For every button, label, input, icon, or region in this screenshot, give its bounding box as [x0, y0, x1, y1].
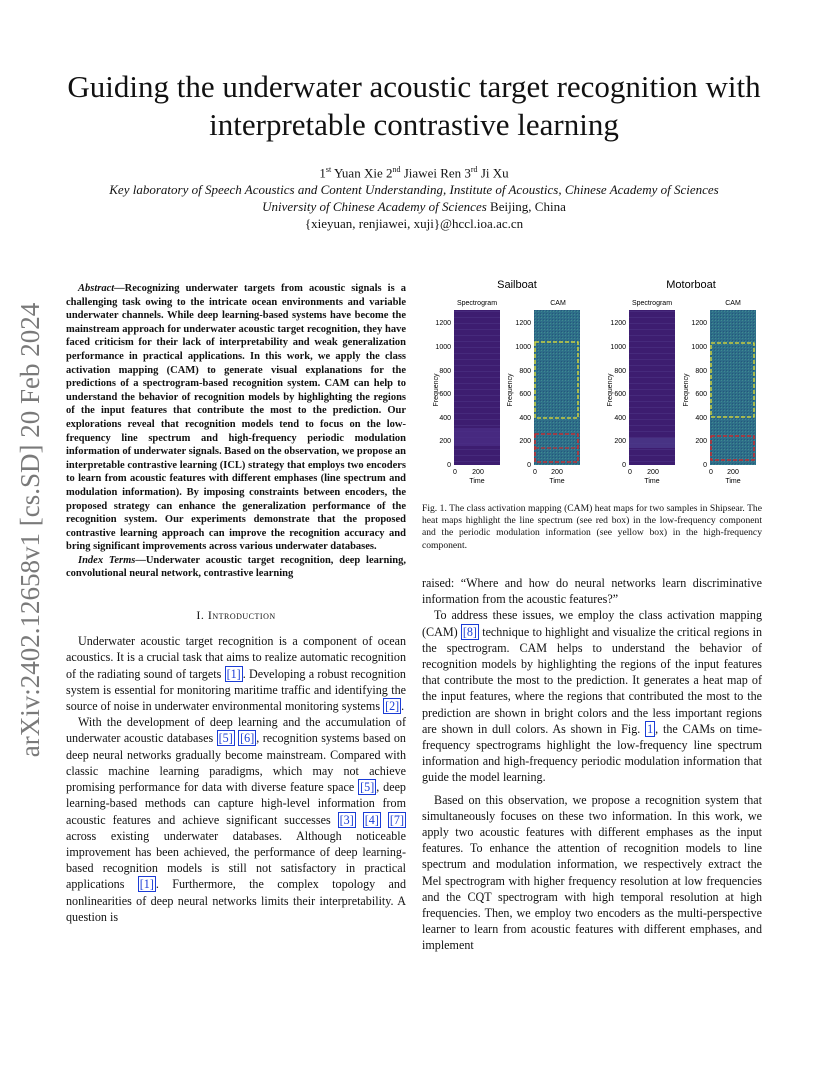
x-axis-label: Time — [725, 478, 741, 485]
y-tick: 200 — [695, 438, 707, 445]
author-line: 1st Yuan Xie 2nd Jiawei Ren 3rd Ji Xu — [319, 165, 509, 181]
panel-title: Spectrogram — [456, 300, 498, 307]
citation-link[interactable]: [2] — [385, 699, 400, 714]
x-tick: 0 — [533, 469, 537, 476]
x-axis-label: Time — [469, 478, 485, 485]
citation-link[interactable]: [7] — [389, 812, 404, 827]
y-tick: 0 — [703, 462, 707, 469]
figure-link[interactable]: 1 — [647, 721, 654, 736]
y-tick: 1200 — [691, 320, 707, 327]
y-tick: 1200 — [435, 320, 451, 327]
x-tick: 0 — [628, 469, 632, 476]
y-tick: 200 — [614, 438, 626, 445]
x-tick: 200 — [472, 469, 484, 476]
y-tick: 400 — [439, 415, 451, 422]
affiliation-1: Key laboratory of Speech Acoustics and Content Understanding, Institute of Acoustics, Chinese Academy of Sciences — [109, 182, 719, 197]
y-tick: 1000 — [691, 344, 707, 351]
x-tick: 0 — [709, 469, 713, 476]
right-paragraph-2: Based on this observation, we propose a recognition system that simultaneously focuses on these two information. In this work, we apply two acoustic features with different emphases as the input features. To enhance the attention of recognition models to line spectrum and modulation information, we respectively extract the Mel spectrogram with higher frequency resolution at low frequencies and the CQT spectrogram with high temporal resolution at high frequencies. Then, we employ two encoders as the multi-perspective learner to learn from acoustic features with different emphases, and implement — [422, 792, 762, 953]
x-axis-label: Time — [644, 478, 660, 485]
citation-link[interactable]: [4] — [364, 812, 379, 827]
y-tick: 800 — [519, 368, 531, 375]
y-tick: 600 — [519, 391, 531, 398]
y-tick: 1000 — [435, 344, 451, 351]
figure-caption: Fig. 1. The class activation mapping (CAM) heat maps for two samples in Shipsear. The heat maps highlight the line spectrum (see red box) in the low-frequency component and the periodic modulation information (see yellow box) in the high-frequency component. — [422, 503, 762, 551]
y-tick: 0 — [447, 462, 451, 469]
citation-link[interactable]: [8] — [462, 624, 477, 639]
y-tick: 800 — [614, 368, 626, 375]
panel-title: CAM — [550, 300, 566, 307]
y-tick: 600 — [439, 391, 451, 398]
intro-paragraph-2: With the development of deep learning and the accumulation of underwater acoustic databases [5] [6] , recognition systems based on deep neural networks gradually become mainstream. Compared with classic machine learning paradigms, which may not achieve promising performance for data with diverse feature space [5] , deep learning-based methods can capture high-level information from acoustic features and achieve significant successes [3] [4] [7] across existing underwater databases. Although noticeable improvement has been achieved, the performance of deep learning-based recognition models is still not satisfactory in practical applications [1] . Furthermore, the complex topology and nonlinearities of deep neural networks limits their interpretability. A question is — [66, 715, 406, 924]
panel-motorboat-cam — [683, 300, 756, 485]
cam-figure — [424, 278, 768, 488]
y-tick: 400 — [614, 415, 626, 422]
y-tick: 800 — [439, 368, 451, 375]
panel-title: CAM — [725, 300, 741, 307]
right-paragraph-0: raised: “Where and how do neural networks learn discriminative information from the acoustic features?” — [422, 576, 762, 607]
arxiv-stamp: arXiv:2402.12658v1 [cs.SD] 20 Feb 2024 — [15, 302, 45, 758]
figure-group-title: Motorboat — [666, 279, 716, 291]
x-tick: 0 — [453, 469, 457, 476]
panel-sailboat-spectrogram — [433, 300, 500, 485]
y-tick: 800 — [695, 368, 707, 375]
y-tick: 200 — [439, 438, 451, 445]
y-tick: 1200 — [515, 320, 531, 327]
left-column — [66, 282, 406, 925]
citation-link[interactable]: [1] — [139, 877, 154, 892]
panel-sailboat-cam — [507, 300, 580, 485]
y-tick: 400 — [695, 415, 707, 422]
paper-title: Guiding the underwater acoustic target recognition with interpretable contrastive learning — [67, 69, 761, 142]
y-axis-label: Frequency — [607, 373, 614, 407]
citation-link[interactable]: [5] — [360, 780, 375, 795]
intro-paragraph-1: Underwater acoustic target recognition is a component of ocean acoustics. It is a crucial task that aims to realize automatic recognition of the radiating sound of targets [1] . Developing a robust recognition system is essential for monitoring maritime traffic and identifying the source of noise in underwater environmental monitoring systems [2] . — [66, 634, 406, 714]
index-terms: Index Terms—Underwater acoustic target recognition, deep learning, convolutional neural network, contrastive learning — [66, 554, 406, 580]
figure-group-title: Sailboat — [497, 279, 537, 291]
y-tick: 1200 — [610, 320, 626, 327]
panel-title: Spectrogram — [631, 300, 673, 307]
x-tick: 200 — [647, 469, 659, 476]
y-tick: 0 — [527, 462, 531, 469]
x-tick: 200 — [727, 469, 739, 476]
y-tick: 1000 — [515, 344, 531, 351]
abstract: Abstract—Recognizing underwater targets from acoustic signals is a challenging task owing to the intricate ocean environments and variable underwater channels. While deep learning-based systems have become the mainstream approach for underwater acoustic target recognition, they have faced criticism for their lack of interpretability and weak generalization performance in practical applications. In this work, we apply the class activation mapping (CAM) to generate visual explanations for the predictions of a spectrogram-based recognition system. CAM can help to understand the behavior of recognition models by highlighting the regions of the input features that contribute the most to the prediction. Our explorations reveal that recognition models tend to focus on the low-frequency line spectrum and high-frequency periodic modulation information of underwater signals. Based on the observation, we propose an interpretable contrastive learning (ICL) strategy that employs two encoders to learn from acoustic features with different emphases (line spectrum and modulation information). By imposing constraints between encoders, the proposed strategy can enhance the generalization performance of the recognition system. Our experiments demonstrate that the proposed contrastive learning approach can improve the recognition accuracy and bring significant improvements across various underwater databases. — [66, 283, 406, 553]
citation-link[interactable]: [3] — [339, 812, 354, 827]
y-tick: 600 — [695, 391, 707, 398]
cam-image — [534, 310, 580, 465]
x-axis-label: Time — [549, 478, 565, 485]
y-tick: 0 — [622, 462, 626, 469]
y-tick: 1000 — [610, 344, 626, 351]
author-emails: {xieyuan, renjiawei, xuji}@hccl.ioa.ac.cn — [304, 216, 524, 231]
citation-link[interactable]: [6] — [240, 731, 255, 746]
y-tick: 600 — [614, 391, 626, 398]
y-tick: 400 — [519, 415, 531, 422]
citation-link[interactable]: [5] — [218, 731, 233, 746]
section-heading: I. Introduction — [196, 608, 276, 623]
x-tick: 200 — [551, 469, 563, 476]
y-tick: 200 — [519, 438, 531, 445]
panel-motorboat-spectrogram — [607, 300, 675, 485]
right-column — [422, 575, 762, 954]
y-axis-label: Frequency — [683, 373, 690, 407]
cam-image — [710, 310, 756, 465]
y-axis-label: Frequency — [507, 373, 514, 407]
citation-link[interactable]: [1] — [226, 666, 241, 681]
right-paragraph-1: To address these issues, we employ the class activation mapping (CAM) [8] technique to highlight and visualize the critical regions in the spectrogram. CAM helps to understand the behavior of recognition models by highlighting the regions of the input features that contribute the most to the prediction. It generates a heat map of the input features, where the regions that contributed the most to the prediction are shown in bright colors and the less important regions are shown in dull colors. As shown in Fig. 1 , the CAMs on time-frequency spectrograms highlight the low-frequency line spectrum information and high-frequency periodic modulation information that guide the model learning. — [422, 608, 762, 785]
affiliation-2: University of Chinese Academy of Sciences Beijing, China — [262, 199, 566, 214]
y-axis-label: Frequency — [433, 373, 440, 407]
